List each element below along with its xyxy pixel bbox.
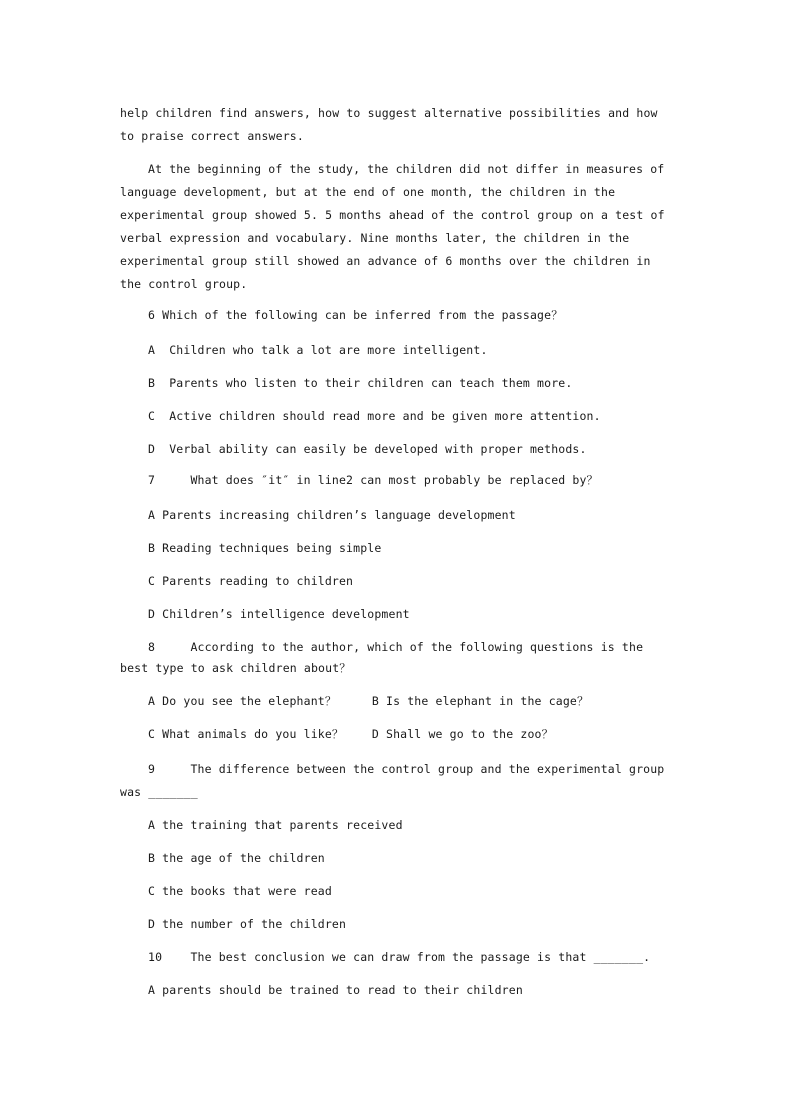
passage-para1-line-1: help children find answers, how to suggest alternative possibilities and how [120, 106, 658, 120]
question-10-option-a: A parents should be trained to read to their children [148, 983, 523, 997]
question-7-option-b: B Reading techniques being simple [148, 541, 382, 555]
passage-para2-line-4: verbal expression and vocabulary. Nine months later, the children in the [120, 231, 630, 245]
question-8-stem-line-1: 8 According to the author, which of the following questions is the [148, 640, 644, 654]
passage-para2-line-6: the control group. [120, 277, 248, 291]
passage-para1-line-2: to praise correct answers. [120, 129, 304, 143]
question-7-option-a: A Parents increasing children’s language development [148, 508, 516, 522]
question-6-option-c: C Active children should read more and be given more attention. [148, 409, 601, 423]
passage-para2-line-5: experimental group still showed an advance of 6 months over the children in [120, 254, 651, 268]
question-8-options-ab: A Do you see the elephant？ B Is the elephant in the cage？ [148, 694, 589, 708]
question-7-stem: 7 What does ″it″ in line2 can most probably be replaced by？ [148, 473, 599, 487]
question-6-option-b: B Parents who listen to their children can teach them more. [148, 376, 573, 390]
passage-para2-line-3: experimental group showed 5. 5 months ahead of the control group on a test of [120, 208, 665, 222]
question-9-option-a: A the training that parents received [148, 818, 403, 832]
question-10-stem: 10 The best conclusion we can draw from the passage is that _______. [148, 950, 651, 964]
question-9-stem-line-1: 9 The difference between the control group and the experimental group [148, 762, 665, 776]
question-9-option-b: B the age of the children [148, 851, 325, 865]
question-9-option-d: D the number of the children [148, 917, 347, 931]
question-8-options-cd: C What animals do you like？ D Shall we go to the zoo？ [148, 727, 554, 741]
question-7-option-d: D Children’s intelligence development [148, 607, 410, 621]
question-6-stem: 6 Which of the following can be inferred from the passage？ [148, 308, 563, 322]
question-6-option-d: D Verbal ability can easily be developed with proper methods. [148, 442, 587, 456]
question-9-stem-line-2: was _______ [120, 785, 198, 799]
question-6-option-a: A Children who talk a lot are more intelligent. [148, 343, 488, 357]
passage-para2-line-1: At the beginning of the study, the children did not differ in measures of [148, 162, 665, 176]
question-7-option-c: C Parents reading to children [148, 574, 354, 588]
question-8-stem-line-2: best type to ask children about？ [120, 661, 351, 675]
question-9-option-c: C the books that were read [148, 884, 332, 898]
passage-para2-line-2: language development, but at the end of one month, the children in the [120, 185, 616, 199]
